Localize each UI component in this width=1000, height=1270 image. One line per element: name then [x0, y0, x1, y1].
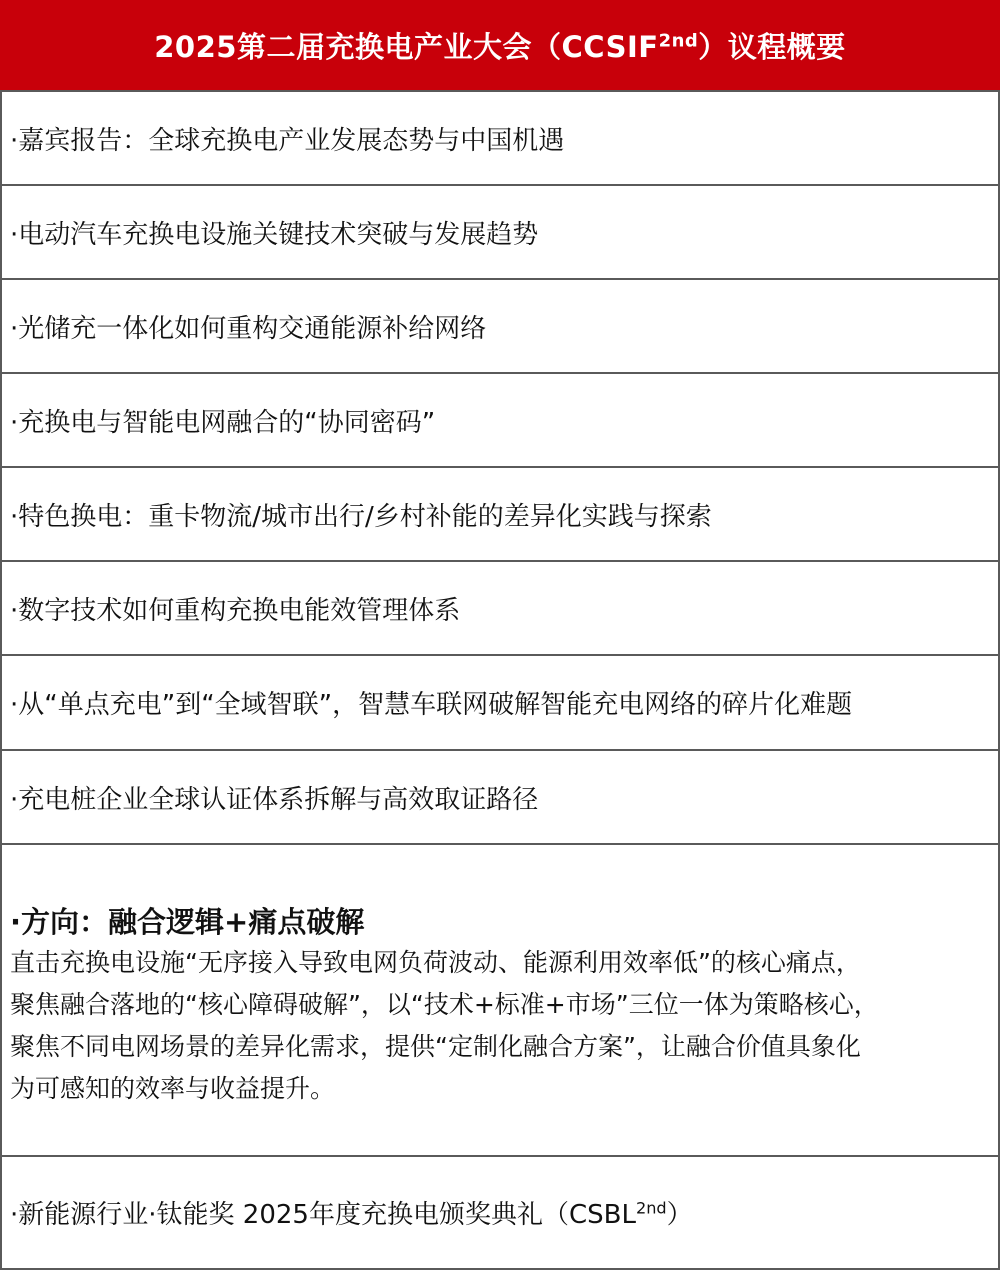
focus-heading: ·方向：融合逻辑+痛点破解 [10, 905, 365, 939]
focus-line: 聚焦融合落地的“核心障碍破解”，以“技术+标准+市场”三位一体为策略核心， [10, 990, 879, 1019]
agenda-row [0, 562, 1000, 656]
agenda-item-text: ·数字技术如何重构充换电能效管理体系 [10, 595, 461, 626]
agenda-title-bar [0, 0, 1000, 92]
agenda-item-text: ·充换电与智能电网融合的“协同密码” [10, 407, 436, 438]
agenda-row [0, 656, 1000, 751]
agenda-title [154, 25, 846, 66]
agenda-row [0, 374, 1000, 468]
focus-line: 为可感知的效率与收益提升。 [10, 1074, 336, 1103]
agenda-row [0, 751, 1000, 845]
focus-line: 聚焦不同电网场景的差异化需求，提供“定制化融合方案”，让融合价值具象化 [10, 1032, 861, 1061]
focus-section [0, 845, 1000, 1157]
agenda-title-sup: 2nd [658, 29, 699, 51]
ceremony-end: ） [666, 1200, 693, 1230]
focus-line: 直击充换电设施“无序接入导致电网负荷波动、能源利用效率低”的核心痛点， [10, 948, 861, 977]
ceremony-main: ·新能源行业·钛能奖 2025年度充换电颁奖典礼（CSBL [10, 1200, 636, 1230]
focus-body [10, 942, 992, 1110]
agenda-item-text: ·光储充一体化如何重构交通能源补给网络 [10, 313, 487, 344]
agenda-row [0, 468, 1000, 562]
agenda-title-end: ）议程概要 [698, 29, 846, 64]
agenda-item-text: ·特色换电：重卡物流/城市出行/乡村补能的差异化实践与探索 [10, 501, 712, 532]
agenda-row [0, 92, 1000, 186]
agenda-row [0, 186, 1000, 280]
agenda-item-text: ·电动汽车充换电设施关键技术突破与发展趋势 [10, 219, 539, 250]
agenda-item-text: ·充电桩企业全球认证体系拆解与高效取证路径 [10, 784, 539, 815]
agenda-title-main: 2025第二届充换电产业大会（CCSIF [154, 29, 659, 64]
ceremony-row [0, 1157, 1000, 1270]
ceremony-text [2, 1194, 693, 1231]
agenda-item-text: ·嘉宾报告：全球充换电产业发展态势与中国机遇 [10, 125, 565, 156]
agenda-item-text: ·从“单点充电”到“全域智联”，智慧车联网破解智能充电网络的碎片化难题 [10, 690, 853, 720]
ceremony-sup: 2nd [635, 1198, 667, 1218]
agenda-row [0, 280, 1000, 374]
